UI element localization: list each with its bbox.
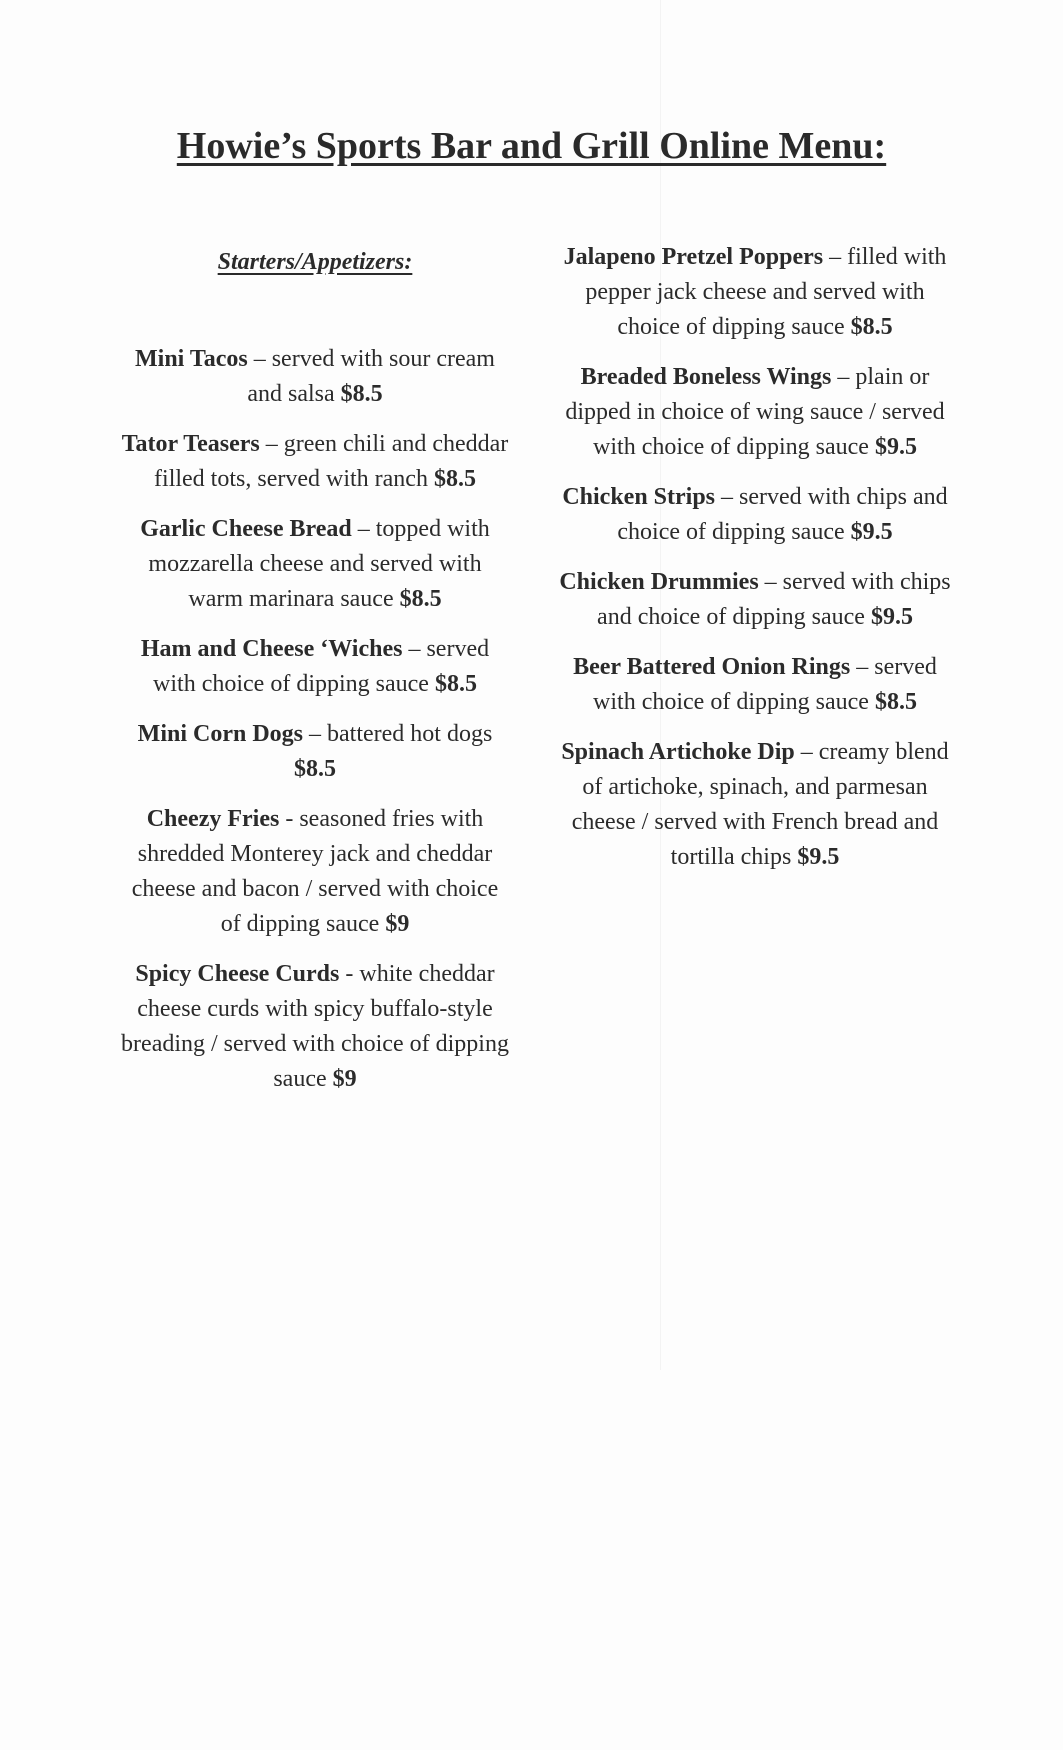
menu-item-description: white cheddar cheese curds with spicy buffalo-style breading / served with choice of dipping sauce <box>121 961 509 1092</box>
menu-item-name: Spinach Artichoke Dip <box>561 739 795 765</box>
menu-item-price: $8.5 <box>434 671 477 697</box>
menu-item <box>555 360 955 465</box>
menu-item-price: $9.5 <box>874 434 917 460</box>
menu-item <box>555 735 955 875</box>
menu-item-description: filled with pepper jack cheese and served with choice of dipping sauce <box>585 244 947 340</box>
menu-item-description: served with choice of dipping sauce <box>593 654 937 715</box>
menu-item-price: $9.5 <box>870 604 913 630</box>
menu-item-separator: – <box>303 721 328 747</box>
menu-item-price: $8.5 <box>433 466 476 492</box>
menu-item-separator: – <box>794 739 819 765</box>
menu-item-description: seasoned fries with shredded Monterey jack and cheddar cheese and bacon / served with choice of dipping sauce <box>131 806 499 937</box>
menu-item-separator: – <box>351 516 376 542</box>
menu-item-name: Jalapeno Pretzel Poppers <box>563 244 824 270</box>
menu-item-name: Beer Battered Onion Rings <box>573 654 851 680</box>
page-title: Howie’s Sports Bar and Grill Online Menu: <box>176 125 887 167</box>
menu-item-name: Breaded Boneless Wings <box>580 364 832 390</box>
menu-item-separator: – <box>831 364 856 390</box>
menu-item-separator: – <box>247 346 272 372</box>
menu-item <box>120 802 510 942</box>
menu-item-list-right <box>555 240 955 875</box>
menu-item-description: green chili and cheddar filled tots, served with ranch <box>154 431 509 492</box>
menu-item-description: plain or dipped in choice of wing sauce / served with choice of dipping sauce <box>565 364 945 460</box>
menu-item-name: Chicken Strips <box>562 484 716 510</box>
menu-item-separator: – <box>850 654 875 680</box>
menu-item <box>120 427 510 497</box>
menu-item-price: $8.5 <box>340 381 383 407</box>
menu-item-price: $9.5 <box>850 519 893 545</box>
menu-item-description: creamy blend of artichoke, spinach, and parmesan cheese / served with French bread and tortilla chips <box>571 739 949 870</box>
menu-item-name: Mini Corn Dogs <box>137 721 304 747</box>
menu-item-price: $8.5 <box>294 756 336 782</box>
menu-item-description: served with sour cream and salsa <box>247 346 495 407</box>
menu-item <box>120 957 510 1097</box>
menu-item-price: $8.5 <box>850 314 893 340</box>
menu-item-description: battered hot dogs <box>327 721 493 747</box>
menu-item-name: Mini Tacos <box>135 346 248 372</box>
menu-item-separator: – <box>758 569 783 595</box>
menu-item-separator: - <box>279 806 300 832</box>
menu-item-name: Spicy Cheese Curds <box>135 961 340 987</box>
menu-column-left <box>120 246 510 1112</box>
menu-item <box>120 342 510 412</box>
menu-item-name: Cheezy Fries <box>146 806 280 832</box>
menu-item-name: Garlic Cheese Bread <box>140 516 352 542</box>
menu-item-list-left <box>120 342 510 1097</box>
menu-item-separator: - <box>339 961 360 987</box>
menu-item-name: Ham and Cheese ‘Wiches <box>140 636 403 662</box>
menu-item-name: Chicken Drummies <box>559 569 759 595</box>
menu-item <box>120 632 510 702</box>
menu-item-description: topped with mozzarella cheese and served with warm marinara sauce <box>148 516 490 612</box>
menu-item <box>120 717 510 787</box>
menu-item-description: served with chips and choice of dipping sauce <box>597 569 951 630</box>
menu-item-price: $9 <box>332 1066 357 1092</box>
menu-column-right <box>555 240 955 890</box>
menu-item-separator: – <box>259 431 284 457</box>
menu-item <box>555 650 955 720</box>
menu-item-separator: – <box>402 636 427 662</box>
menu-item-separator: – <box>823 244 848 270</box>
section-heading: Starters/Appetizers: <box>217 249 413 275</box>
menu-item-price: $9 <box>385 911 410 937</box>
menu-item-price: $8.5 <box>399 586 442 612</box>
menu-item-price: $8.5 <box>874 689 917 715</box>
menu-item-description: served with choice of dipping sauce <box>153 636 490 697</box>
menu-item <box>120 512 510 617</box>
menu-item <box>555 480 955 550</box>
menu-item-separator: – <box>715 484 740 510</box>
menu-item <box>555 565 955 635</box>
menu-item-price: $9.5 <box>797 844 840 870</box>
menu-item-name: Tator Teasers <box>121 431 260 457</box>
menu-item-description: served with chips and choice of dipping sauce <box>617 484 948 545</box>
menu-item <box>555 240 955 345</box>
